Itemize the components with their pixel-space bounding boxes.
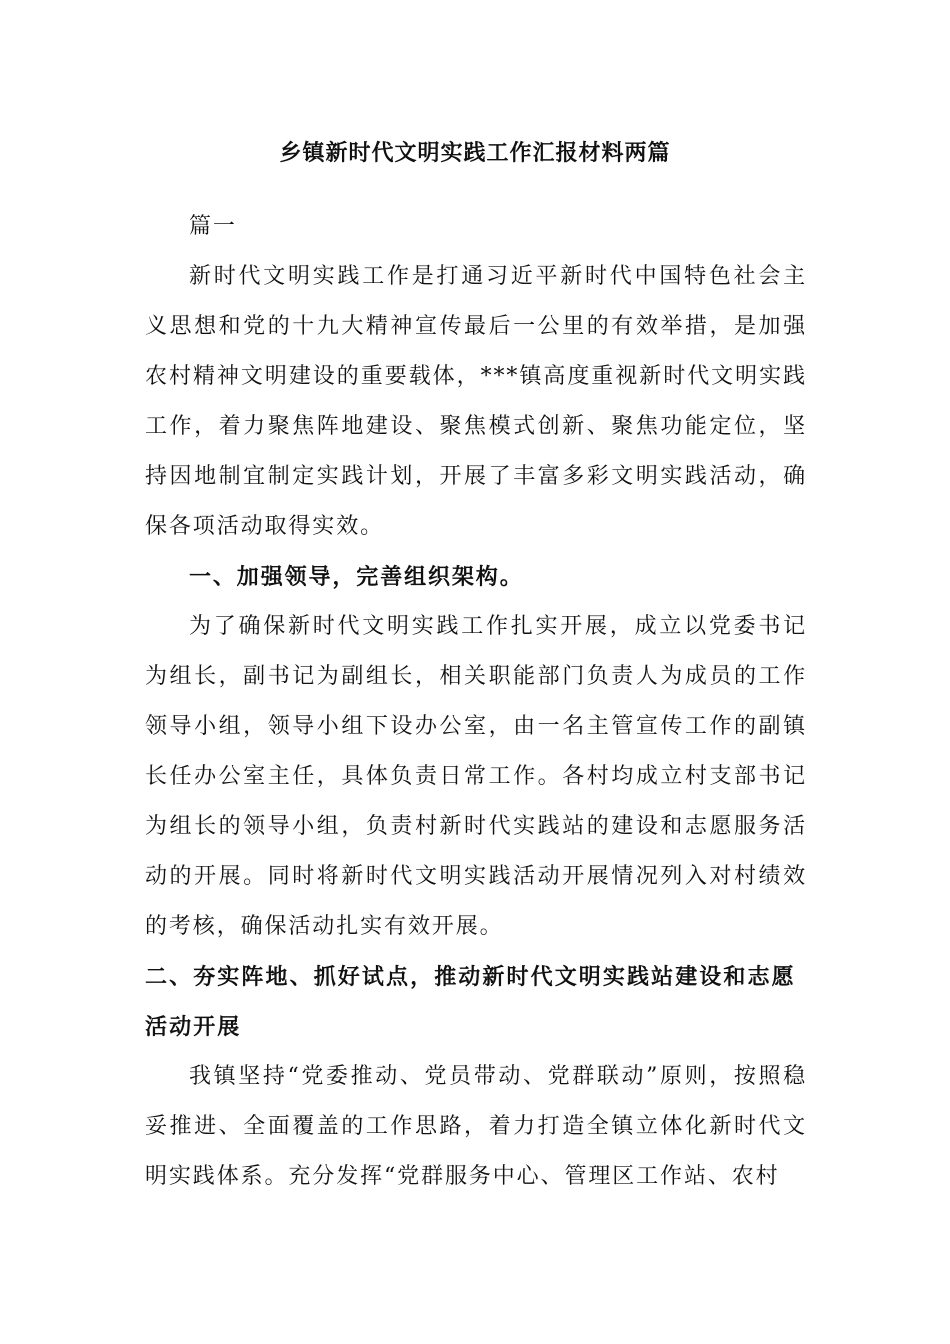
document-title: 乡镇新时代文明实践工作汇报材料两篇 — [279, 140, 671, 166]
intro-paragraph: 新时代文明实践工作是打通习近平新时代中国特色社会主义思想和党的十九大精神宣传最后一公里的有效举措，是加强农村精神文明建设的重要载体，***镇高度重视新时代文明实践工作，着力聚焦阵地建设、聚焦模式创新、聚焦功能定位，坚持因地制宜制定实践计划，开展了丰富多彩文明实践活动，确保各项活动取得实效。 — [145, 264, 807, 539]
section-2-paragraph: 我镇坚持“党委推动、党员带动、党群联动”原则，按照稳妥推进、全面覆盖的工作思路，着力打造全镇立体化新时代文明实践体系。充分发挥“党群服务中心、管理区工作站、农村 — [145, 1064, 807, 1189]
section-1-paragraph: 为了确保新时代文明实践工作扎实开展，成立以党委书记为组长，副书记为副组长，相关职能部门负责人为成员的工作领导小组，领导小组下设办公室，由一名主管宣传工作的副镇长任办公室主任，具体负责日常工作。各村均成立村支部书记为组长的领导小组，负责村新时代实践站的建设和志愿服务活动的开展。同时将新时代文明实践活动开展情况列入对村绩效的考核，确保活动扎实有效开展。 — [145, 614, 807, 939]
section-2-heading: 二、夯实阵地、抓好试点，推动新时代文明实践站建设和志愿活动开展 — [145, 964, 796, 1040]
section-1-heading: 一、加强领导，完善组织架构。 — [189, 564, 524, 590]
document-body — [145, 202, 807, 1202]
part-label: 篇一 — [189, 214, 237, 239]
